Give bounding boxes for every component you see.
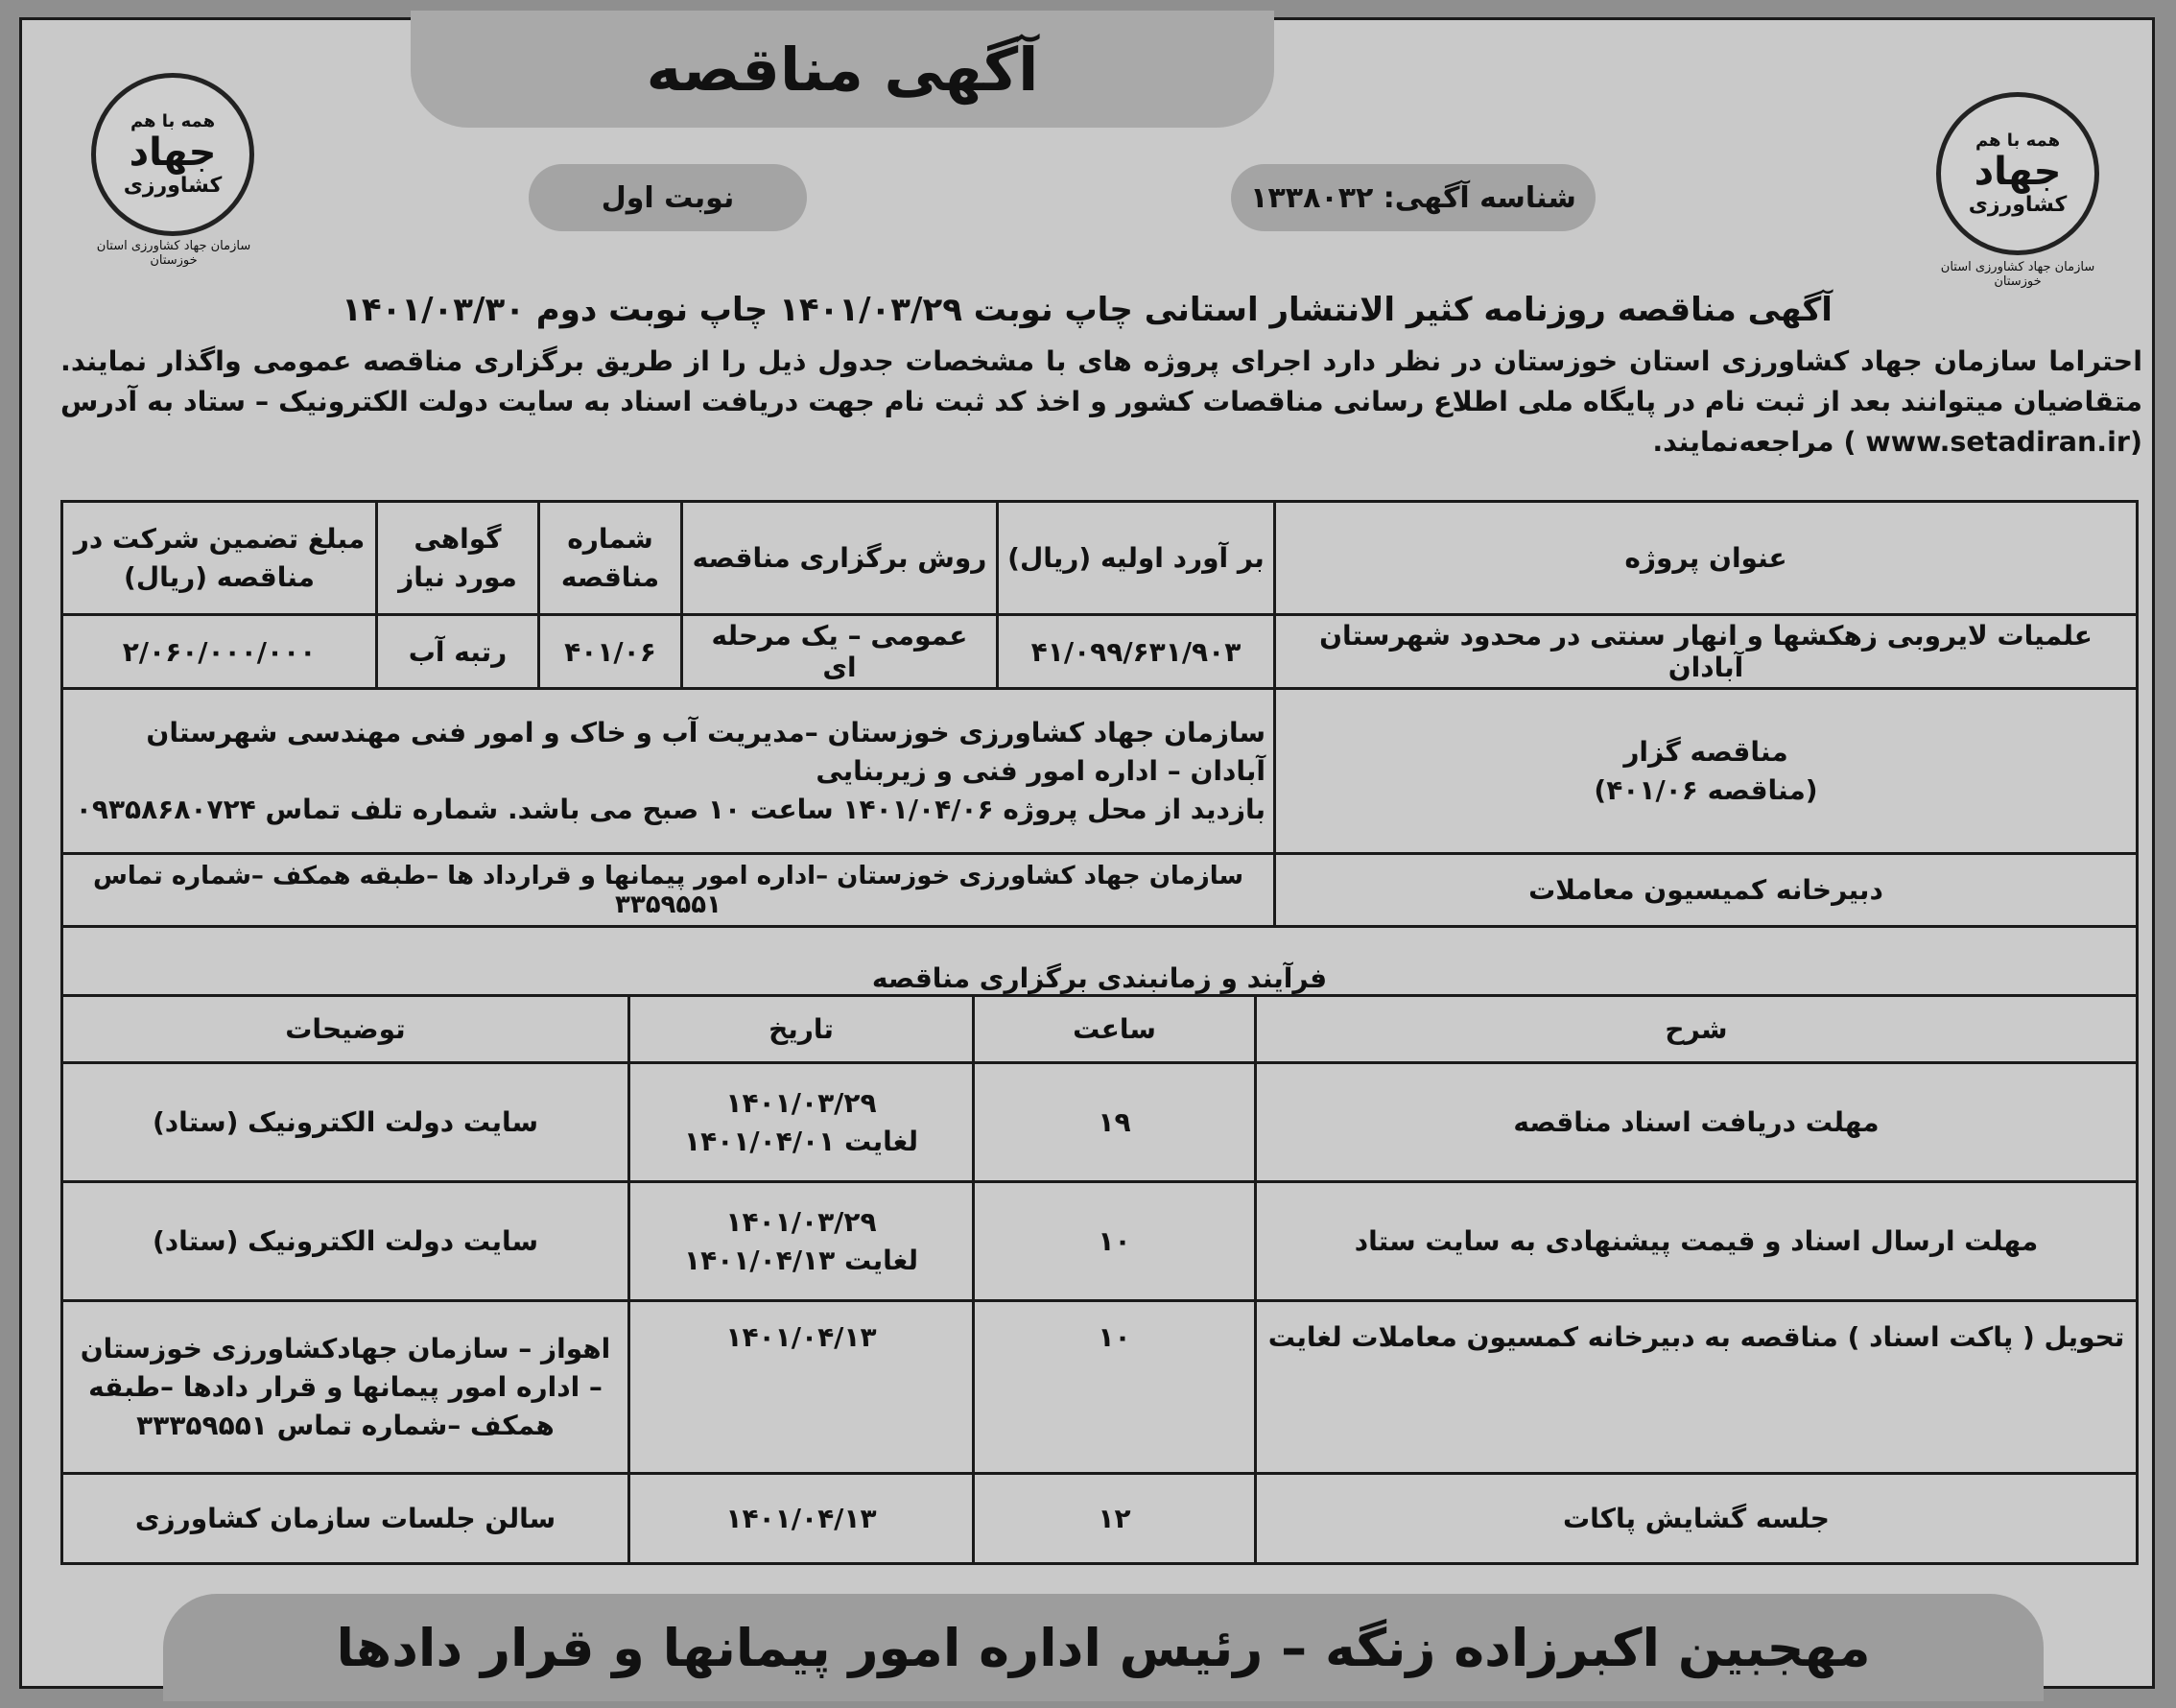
- table-row: [62, 1063, 2138, 1182]
- row-date: ۱۴۰۱/۰۳/۲۹: [725, 1086, 877, 1119]
- site-visit-note: بازدید از محل پروژه ۱۴۰۱/۰۴/۰۶ ساعت ۱۰ صبح می باشد. شماره تلف تماس ۰۹۳۵۸۶۸۰۷۲۴: [75, 793, 1265, 825]
- secretariat-label: دبیرخانه کمیسیون معاملات: [1275, 854, 2138, 927]
- secretariat-value: سازمان جهاد کشاورزی خوزستان –اداره امور پیمانها و قرارداد ها –طبقه همکف –شماره تماس ۳۳۵۹۵۵۱: [62, 854, 1275, 927]
- row-date-until: لغایت ۱۴۰۱/۰۴/۰۱: [684, 1125, 918, 1157]
- row-time: ۱۲: [974, 1474, 1256, 1564]
- cell-estimate: ۴۱/۰۹۹/۶۳۱/۹۰۳: [998, 615, 1275, 689]
- cell-method: عمومی – یک مرحله ای: [682, 615, 998, 689]
- logo-line1: همه با هم: [1975, 130, 2061, 151]
- row-desc: مهلت دریافت اسناد مناقصه: [1256, 1063, 2138, 1182]
- project-table: [60, 500, 2139, 1001]
- row-desc: تحویل ( پاکت اسناد ) مناقصه به دبیرخانه کمسیون معاملات لغایت: [1256, 1301, 2138, 1474]
- tenderer-label-cell: [1275, 689, 2138, 854]
- logo-caption-right: سازمان جهاد کشاورزی استان خوزستان: [1940, 260, 2095, 289]
- row-date: ۱۴۰۱/۰۴/۱۳: [629, 1301, 974, 1474]
- header-notes: توضیحات: [62, 996, 629, 1063]
- header-method: روش برگزاری مناقصه: [682, 502, 998, 615]
- row-date-until: لغایت ۱۴۰۱/۰۴/۱۳: [684, 1244, 918, 1276]
- header-guarantee: مبلغ تضمین شرکت در مناقصه (ریال): [62, 502, 377, 615]
- tender-notice-page: [19, 17, 2155, 1689]
- row-date-cell: [629, 1182, 974, 1301]
- row-date-cell: [629, 1063, 974, 1182]
- row-time: ۱۹: [974, 1063, 1256, 1182]
- tenderer-sub: (مناقصه ۴۰۱/۰۶): [1594, 773, 1818, 806]
- cell-guarantee: ۲/۰۶۰/۰۰۰/۰۰۰: [62, 615, 377, 689]
- jahad-logo-right-icon: [1936, 92, 2099, 255]
- row-note: اهواز – سازمان جهادکشاورزی خوزستان – اداره امور پیمانها و قرار دادها –طبقه همکف –شماره تماس ۳۳۳۵۹۵۵۱: [62, 1301, 629, 1474]
- row-desc: جلسه گشایش پاکات: [1256, 1474, 2138, 1564]
- table-row: [62, 1301, 2138, 1474]
- schedule-table: [60, 994, 2139, 1565]
- table-row: [62, 1182, 2138, 1301]
- row-time: ۱۰: [974, 1182, 1256, 1301]
- header-desc: شرح: [1256, 996, 2138, 1063]
- header-certificate: گواهی مورد نیاز: [377, 502, 539, 615]
- header-estimate: بر آورد اولیه (ریال): [998, 502, 1275, 615]
- cell-project-title: علمیات لایروبی زهکشها و انهار سنتی در محدود شهرستان آبادان: [1275, 615, 2138, 689]
- header-project-title: عنوان پروژه: [1275, 502, 2138, 615]
- notice-title: آگهی مناقصه: [411, 11, 1274, 128]
- logo-line2: جهاد: [1974, 150, 2062, 194]
- logo-line2: جهاد: [129, 130, 217, 175]
- cell-tender-number: ۴۰۱/۰۶: [539, 615, 682, 689]
- tenderer-label: مناقصه گزار: [1623, 735, 1788, 768]
- header-time: ساعت: [974, 996, 1256, 1063]
- header-tender-number: شماره مناقصه: [539, 502, 682, 615]
- jahad-logo-left-icon: [91, 73, 254, 236]
- process-title: فرآیند و زمانبندی برگزاری مناقصه: [62, 927, 2138, 1000]
- logo-line3: کشاورزی: [123, 174, 223, 198]
- logo-line1: همه با هم: [130, 111, 216, 131]
- row-note: سالن جلسات سازمان کشاورزی: [62, 1474, 629, 1564]
- header-date: تاریخ: [629, 996, 974, 1063]
- row-desc: مهلت ارسال اسناد و قیمت پیشنهادی به سایت ستاد: [1256, 1182, 2138, 1301]
- notice-headline: آگهی مناقصه روزنامه کثیر الانتشار استانی چاپ نوبت ۱۴۰۱/۰۳/۲۹ چاپ نوبت دوم ۱۴۰۱/۰۳/۳۰: [342, 291, 1833, 329]
- row-date: ۱۴۰۱/۰۳/۲۹: [725, 1205, 877, 1238]
- row-note: سایت دولت الکترونیک (ستاد): [62, 1063, 629, 1182]
- cell-certificate: رتبه آب: [377, 615, 539, 689]
- logo-caption-left: سازمان جهاد کشاورزی استان خوزستان: [96, 239, 251, 268]
- row-note: سایت دولت الکترونیک (ستاد): [62, 1182, 629, 1301]
- ad-id-badge: شناسه آگهی: ۱۳۳۸۰۳۲: [1231, 164, 1596, 231]
- round-badge: نوبت اول: [529, 164, 807, 231]
- notice-intro: احتراما سازمان جهاد کشاورزی استان خوزستان در نظر دارد اجرای پروژه های با مشخصات جدول ذیل را از طریق برگزاری مناقصه عمومی واگذار نمایند. متقاضیان میتوانند بعد از ثبت نام در پایگاه ملی اطلاع رسانی مناقصات کشور و اخذ کد ثبت نام جهت دریافت اسناد به سایت دولت الکترونیک – ستاد به آدرس (www.setadiran.ir ) مراجعه‌نمایند.: [60, 345, 2142, 458]
- tenderer-value: سازمان جهاد کشاورزی خوزستان –مدیریت آب و خاک و امور فنی مهندسی شهرستان آبادان – اداره امور فنی و زیربنایی: [146, 716, 1265, 787]
- row-time: ۱۰: [974, 1301, 1256, 1474]
- table-row: [62, 1474, 2138, 1564]
- tenderer-value-cell: [62, 689, 1275, 854]
- logo-line3: کشاورزی: [1968, 193, 2068, 217]
- row-date: ۱۴۰۱/۰۴/۱۳: [629, 1474, 974, 1564]
- signature-footer: مهجبین اکبرزاده زنگه – رئیس اداره امور پیمانها و قرار دادها: [163, 1594, 2044, 1701]
